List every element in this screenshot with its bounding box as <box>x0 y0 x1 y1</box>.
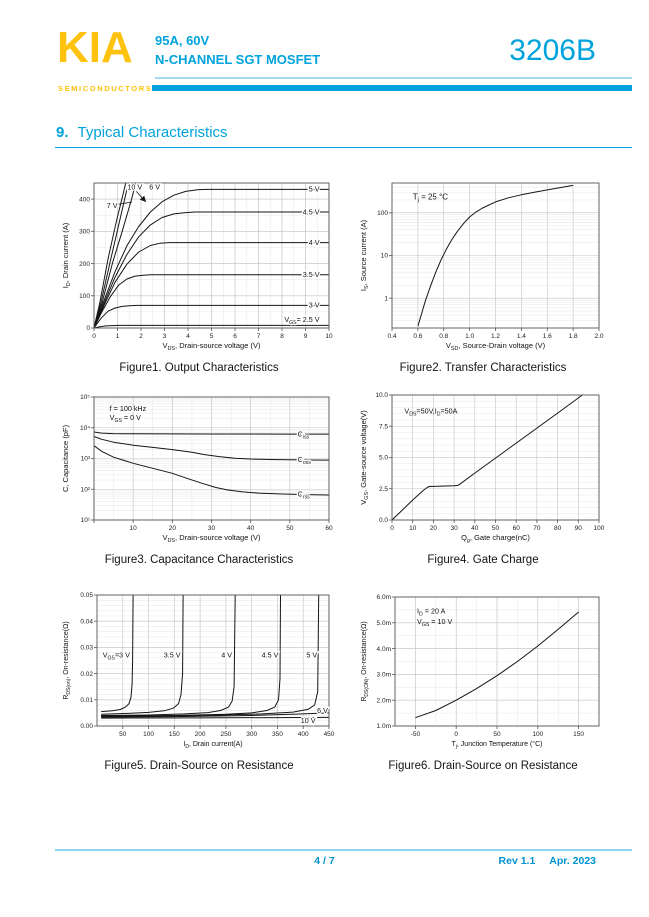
svg-text:VDS, Drain-source voltage (V): $V_{DS}$, Drain-source voltage (V) <box>162 533 261 544</box>
svg-text:60: 60 <box>512 525 520 532</box>
figure2-caption: Figure2. Transfer Characteristics <box>399 362 567 374</box>
svg-text:Tj, Junction Temperature (°C): $T_j$, Junction Temperature (°C) <box>451 741 543 750</box>
svg-text:10: 10 <box>380 252 388 260</box>
svg-text:ID, Drain current(A): $I_D$, Drain current(A) <box>183 741 243 750</box>
svg-text:10²: 10² <box>80 486 90 494</box>
figure4 <box>358 388 608 566</box>
svg-text:200: 200 <box>194 731 206 738</box>
svg-text:100: 100 <box>532 731 544 738</box>
svg-text:VGS, Gate-source voltage(V): $V_{GS}$, Gate-source voltage(V) <box>359 410 370 505</box>
svg-text:VGS=3 V: $V_{GS}=3$ V <box>102 650 130 662</box>
svg-text:70: 70 <box>533 525 541 532</box>
svg-text:20: 20 <box>168 525 176 532</box>
svg-text:10³: 10³ <box>80 455 90 463</box>
svg-text:Tj = 25 °C: $T_j = 25$ °C <box>412 192 449 204</box>
svg-text:3 V: 3 V <box>308 300 320 310</box>
header-rule-thin <box>155 77 632 79</box>
svg-text:0: 0 <box>390 525 394 532</box>
svg-text:10: 10 <box>129 525 137 532</box>
svg-text:5 V: 5 V <box>306 650 318 660</box>
svg-text:50: 50 <box>286 525 294 532</box>
svg-text:1.8: 1.8 <box>568 333 578 340</box>
svg-text:8: 8 <box>280 333 284 340</box>
svg-text:10 V: 10 V <box>300 715 316 725</box>
svg-text:50: 50 <box>493 731 501 738</box>
figure2-chart <box>358 176 608 358</box>
figure4-caption: Figure4. Gate Charge <box>427 554 539 566</box>
svg-text:200: 200 <box>79 260 90 268</box>
section-rule <box>55 147 632 148</box>
svg-text:80: 80 <box>553 525 562 532</box>
svg-text:100: 100 <box>79 292 90 300</box>
svg-text:6: 6 <box>233 333 237 340</box>
svg-text:3.5 V: 3.5 V <box>163 650 181 660</box>
svg-text:Crss: $C_{rss}$ <box>297 489 310 501</box>
figure1-caption: Figure1. Output Characteristics <box>119 362 279 374</box>
svg-text:0.05: 0.05 <box>80 592 93 600</box>
svg-text:2.0m: 2.0m <box>376 697 391 705</box>
svg-text:0.01: 0.01 <box>80 697 93 704</box>
svg-text:1.0: 1.0 <box>465 333 475 340</box>
svg-text:50: 50 <box>491 525 500 532</box>
section-heading <box>56 124 228 141</box>
svg-text:0.00: 0.00 <box>80 723 93 731</box>
page-number: 4 / 7 <box>314 855 335 867</box>
svg-text:3.0m: 3.0m <box>376 671 391 679</box>
svg-text:4 V: 4 V <box>221 650 233 660</box>
svg-text:ID = 20 A: $I_D = 20$ A <box>417 606 446 618</box>
svg-text:5: 5 <box>209 333 214 340</box>
svg-text:0: 0 <box>92 333 96 340</box>
svg-text:250: 250 <box>220 731 232 738</box>
figure4-chart <box>358 388 608 550</box>
svg-text:1.0m: 1.0m <box>376 723 391 731</box>
part-description: N-CHANNEL SGT MOSFET <box>155 52 321 67</box>
svg-text:30: 30 <box>450 525 458 532</box>
figure6 <box>358 590 608 772</box>
svg-text:150: 150 <box>168 731 180 738</box>
svg-text:C, Capacitance (pF): C, Capacitance (pF) <box>61 424 70 493</box>
svg-text:1: 1 <box>384 295 388 303</box>
svg-text:RDS(on), On-resistance(Ω): $R_{DS(on)}$, On-resistance(Ω) <box>63 621 72 700</box>
svg-text:0.0: 0.0 <box>378 517 388 525</box>
figure2 <box>358 176 608 374</box>
section-title: Typical Characteristics <box>77 124 228 141</box>
svg-text:4.5 V: 4.5 V <box>261 650 279 660</box>
svg-text:50: 50 <box>119 731 127 738</box>
svg-text:VGS= 2.5 V: $V_{GS}= 2.5$ V <box>284 314 320 326</box>
svg-text:30: 30 <box>207 525 216 532</box>
svg-text:100: 100 <box>377 210 388 218</box>
figure3-caption: Figure3. Capacitance Characteristics <box>104 554 294 566</box>
part-number: 3206B <box>509 34 596 67</box>
svg-text:0.8: 0.8 <box>439 333 449 340</box>
svg-text:5.0m: 5.0m <box>376 620 391 627</box>
svg-text:VSD, Source-Drain voltage (V): $V_{SD}$, Source-Drain voltage (V) <box>445 341 546 352</box>
svg-text:5 V: 5 V <box>308 184 320 194</box>
part-rating: 95A, 60V <box>155 33 210 48</box>
svg-text:10: 10 <box>325 333 333 340</box>
svg-text:4.5 V: 4.5 V <box>302 207 320 217</box>
figure3-chart <box>60 390 338 550</box>
svg-text:3: 3 <box>162 333 167 340</box>
svg-text:0.6: 0.6 <box>413 333 423 340</box>
svg-text:1.4: 1.4 <box>516 333 526 340</box>
svg-text:0.03: 0.03 <box>80 644 93 652</box>
svg-text:0.4: 0.4 <box>387 333 397 340</box>
svg-text:f = 100 kHz: f = 100 kHz <box>109 403 147 413</box>
figure1 <box>60 176 338 374</box>
revision-info <box>499 855 596 867</box>
svg-text:40: 40 <box>471 525 479 532</box>
svg-text:2.0: 2.0 <box>594 333 604 340</box>
svg-text:Qg, Gate charge(nC): $Q_g$, Gate charge(nC) <box>461 533 530 544</box>
svg-text:Ciss: $C_{iss}$ <box>297 429 310 441</box>
svg-text:1: 1 <box>115 333 120 340</box>
svg-text:1.2: 1.2 <box>490 333 501 340</box>
svg-text:3.5 V: 3.5 V <box>302 270 320 280</box>
svg-text:VDS=50V,ID=50A: $V_{DS}=50V,I_D=50A$ <box>404 406 458 418</box>
svg-text:10: 10 <box>409 525 417 532</box>
revision-label: Rev 1.1 <box>498 855 536 867</box>
svg-text:9: 9 <box>303 333 308 340</box>
svg-text:100: 100 <box>143 731 154 738</box>
svg-text:450: 450 <box>323 731 335 738</box>
svg-text:400: 400 <box>79 196 90 204</box>
svg-text:10.0: 10.0 <box>375 392 388 400</box>
svg-text:7 V: 7 V <box>106 200 118 210</box>
svg-text:7: 7 <box>256 333 261 340</box>
svg-text:IS, Source current (A): $I_S$, Source current (A) <box>359 219 370 292</box>
svg-text:6.0m: 6.0m <box>376 594 391 602</box>
svg-text:100: 100 <box>593 525 605 532</box>
svg-text:7.5: 7.5 <box>378 423 388 431</box>
svg-text:ID, Drain current (A): $I_D$, Drain current (A) <box>61 222 72 289</box>
svg-text:VDS, Drain-source voltage (V): $V_{DS}$, Drain-source voltage (V) <box>162 341 261 352</box>
svg-text:6 V: 6 V <box>149 182 161 192</box>
svg-text:0: 0 <box>86 325 90 333</box>
svg-text:0.02: 0.02 <box>80 670 93 678</box>
svg-text:6 V: 6 V <box>317 706 328 716</box>
svg-text:60: 60 <box>325 525 333 532</box>
svg-text:40: 40 <box>247 525 255 532</box>
figure6-caption: Figure6. Drain-Source on Resistance <box>388 760 578 772</box>
svg-text:0: 0 <box>454 731 459 738</box>
svg-text:0.04: 0.04 <box>80 618 93 626</box>
svg-text:VGS = 0 V: $V_{GS} = 0$ V <box>109 413 141 425</box>
svg-text:1.6: 1.6 <box>542 333 552 340</box>
svg-text:10¹: 10¹ <box>80 517 90 525</box>
svg-text:150: 150 <box>573 731 585 738</box>
svg-text:90: 90 <box>574 525 582 532</box>
svg-text:VGS = 10 V: $V_{GS} = 10$ V <box>417 616 453 628</box>
section-number: 9. <box>56 124 69 141</box>
svg-text:400: 400 <box>297 731 309 738</box>
svg-text:10⁴: 10⁴ <box>79 424 90 432</box>
figure5 <box>60 588 338 772</box>
footer-rule <box>55 849 632 851</box>
kia-logo: KIA <box>57 23 133 72</box>
svg-text:20: 20 <box>429 525 438 532</box>
svg-text:4.0m: 4.0m <box>376 645 391 653</box>
svg-text:10 V: 10 V <box>127 182 143 192</box>
figure3 <box>60 390 338 566</box>
svg-text:RDS(ON), On-resistance(Ω): $R_{DS(ON)}$, On-resistance(Ω) <box>361 621 370 702</box>
svg-text:300: 300 <box>79 228 90 236</box>
revision-date: Apr. 2023 <box>549 855 596 867</box>
svg-text:2: 2 <box>139 333 143 340</box>
kia-logo-subtext: SEMICONDUCTORS <box>58 84 153 93</box>
svg-text:4 V: 4 V <box>308 237 320 247</box>
figure6-chart <box>358 590 608 756</box>
svg-text:5.0: 5.0 <box>378 454 388 462</box>
svg-text:10⁵: 10⁵ <box>80 394 90 402</box>
svg-text:Coss: $C_{oss}$ <box>297 455 311 467</box>
svg-text:300: 300 <box>246 731 258 738</box>
svg-text:350: 350 <box>272 731 283 738</box>
figure1-chart <box>60 176 338 358</box>
svg-text:-50: -50 <box>410 731 421 738</box>
svg-text:2.5: 2.5 <box>378 485 388 493</box>
header-rule-thick <box>152 85 632 91</box>
figure5-caption: Figure5. Drain-Source on Resistance <box>104 760 294 772</box>
svg-text:4: 4 <box>186 333 190 340</box>
figure5-chart <box>60 588 338 756</box>
